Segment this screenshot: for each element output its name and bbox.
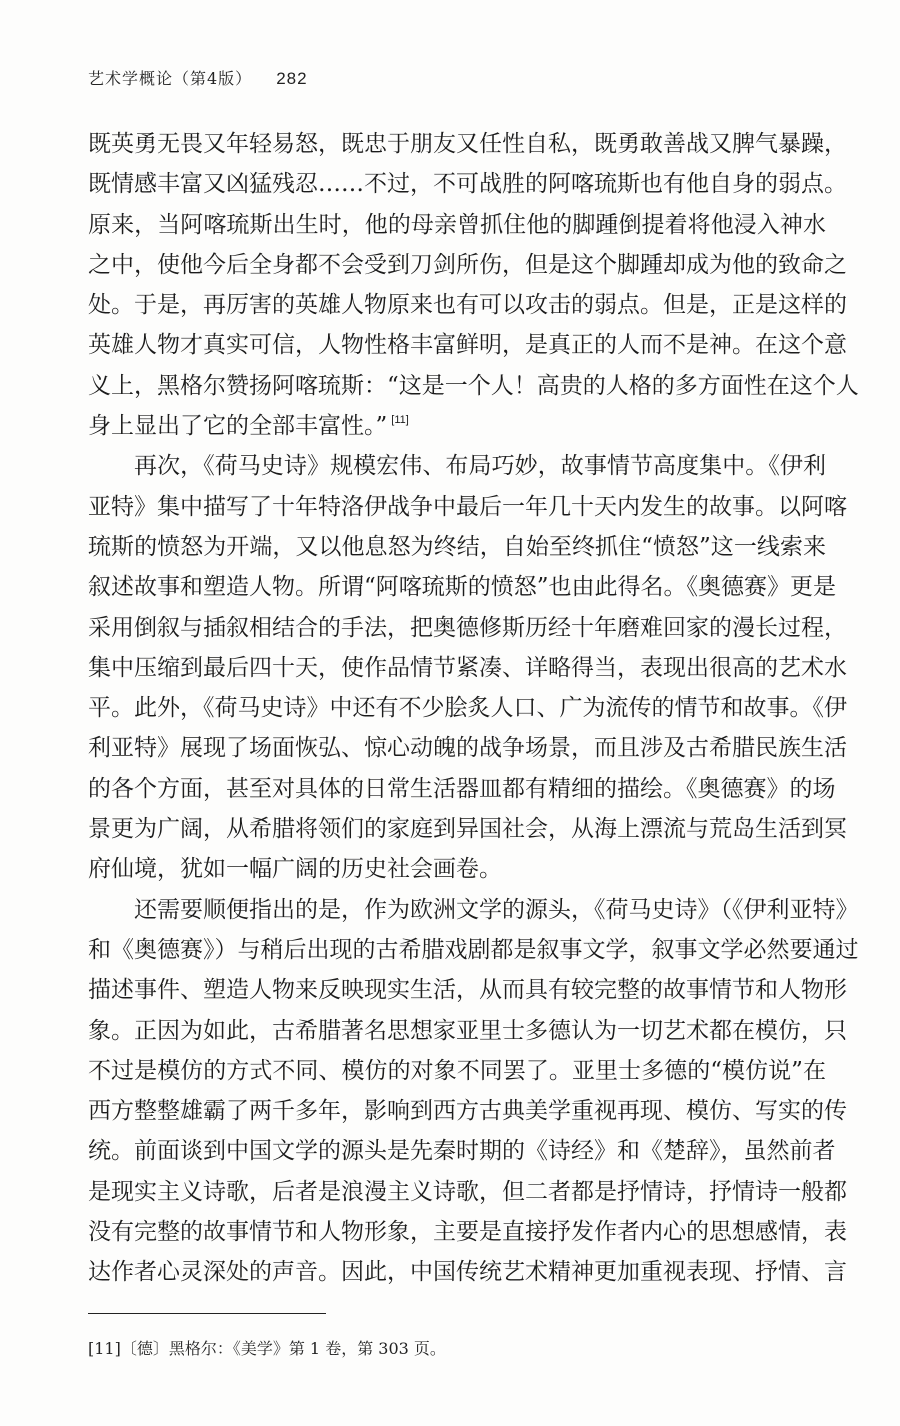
text-line: 是现实主义诗歌，后者是浪漫主义诗歌，但二者都是抒情诗，抒情诗一般都 bbox=[88, 1178, 847, 1205]
text-line: 利亚特》展现了场面恢弘、惊心动魄的战争场景，而且涉及古希腊民族生活 bbox=[88, 735, 847, 762]
footnote-divider bbox=[88, 1313, 326, 1314]
text-line: 平。此外，《荷马史诗》中还有不少脍炙人口、广为流传的情节和故事。《伊 bbox=[88, 695, 847, 722]
paragraph bbox=[88, 446, 847, 889]
text-line bbox=[88, 406, 826, 446]
text-line: 再次，《荷马史诗》规模宏伟、布局巧妙，故事情节高度集中。《伊利 bbox=[134, 453, 826, 480]
running-header bbox=[88, 66, 308, 89]
text-line: 景更为广阔，从希腊将领们的家庭到异国社会，从海上漂流与荒岛生活到冥 bbox=[88, 816, 847, 843]
text-line: 英雄人物才真实可信，人物性格丰富鲜明，是真正的人而不是神。在这个意 bbox=[88, 332, 847, 359]
text-line: 既英勇无畏又年轻易怒，既忠于朋友又任性自私，既勇敢善战又脾气暴躁， bbox=[88, 131, 847, 157]
footnote: [11]〔德〕黑格尔：《美学》第 1 卷，第 303 页。 bbox=[88, 1339, 446, 1358]
text-line: 集中压缩到最后四十天，使作品情节紧凑、详略得当，表现出很高的艺术水 bbox=[88, 654, 847, 681]
text-line: 达作者心灵深处的声音。因此，中国传统艺术精神更加重视表现、抒情、言 bbox=[88, 1259, 847, 1286]
text-line: 义上，黑格尔赞扬阿喀琉斯：“这是一个人！高贵的人格的多方面性在这个人 bbox=[88, 372, 859, 399]
text-line: 之中，使他今后全身都不会受到刀剑所伤，但是这个脚踵却成为他的致命之 bbox=[88, 251, 847, 278]
text-line: 还需要顺便指出的是，作为欧洲文学的源头，《荷马史诗》（《伊利亚特》 bbox=[134, 896, 859, 923]
body-text bbox=[88, 124, 859, 1293]
text-line: 描述事件、塑造人物来反映现实生活，从而具有较完整的故事情节和人物形 bbox=[88, 977, 847, 1004]
text-line: 叙述故事和塑造人物。所谓“阿喀琉斯的愤怒”也由此得名。《奥德赛》更是 bbox=[88, 574, 837, 601]
text-line: 亚特》集中描写了十年特洛伊战争中最后一年几十天内发生的故事。以阿喀 bbox=[88, 493, 847, 520]
text-line: 府仙境，犹如一幅广阔的历史社会画卷。 bbox=[88, 856, 502, 883]
footnote-reference: [11] bbox=[391, 414, 409, 427]
book-title: 艺术学概论（第4版） bbox=[88, 69, 253, 88]
paragraph bbox=[88, 890, 859, 1293]
text-line: 琉斯的愤怒为开端，又以他息怒为终结，自始至终抓住“愤怒”这一线索来 bbox=[88, 533, 826, 560]
text-line: 既情感丰富又凶猛残忍……不过，不可战胜的阿喀琉斯也有他自身的弱点。 bbox=[88, 171, 847, 198]
text-line: 的各个方面，甚至对具体的日常生活器皿都有精细的描绘。《奥德赛》的场 bbox=[88, 775, 836, 802]
text-line: 没有完整的故事情节和人物形象，主要是直接抒发作者内心的思想感情，表 bbox=[88, 1219, 847, 1246]
text-line: 原来，当阿喀琉斯出生时，他的母亲曾抓住他的脚踵倒提着将他浸入神水 bbox=[88, 211, 826, 238]
text-line: 象。正因为如此，古希腊著名思想家亚里士多德认为一切艺术都在模仿，只 bbox=[88, 1017, 847, 1044]
text-line: 西方整整雄霸了两千多年，影响到西方古典美学重视再现、模仿、写实的传 bbox=[88, 1098, 847, 1125]
page-number: 282 bbox=[276, 69, 308, 88]
paragraph bbox=[88, 124, 859, 446]
text-line: 处。于是，再厉害的英雄人物原来也有可以攻击的弱点。但是，正是这样的 bbox=[88, 292, 847, 319]
text-line: 和《奥德赛》）与稍后出现的古希腊戏剧都是叙事文学，叙事文学必然要通过 bbox=[88, 936, 859, 963]
text-line-content: 身上显出了它的全部丰富性。” bbox=[88, 413, 388, 440]
text-line: 采用倒叙与插叙相结合的手法，把奥德修斯历经十年磨难回家的漫长过程， bbox=[88, 614, 847, 641]
text-line: 统。前面谈到中国文学的源头是先秦时期的《诗经》和《楚辞》，虽然前者 bbox=[88, 1138, 836, 1165]
text-line: 不过是模仿的方式不同、模仿的对象不同罢了。亚里士多德的“模仿说”在 bbox=[88, 1057, 826, 1084]
